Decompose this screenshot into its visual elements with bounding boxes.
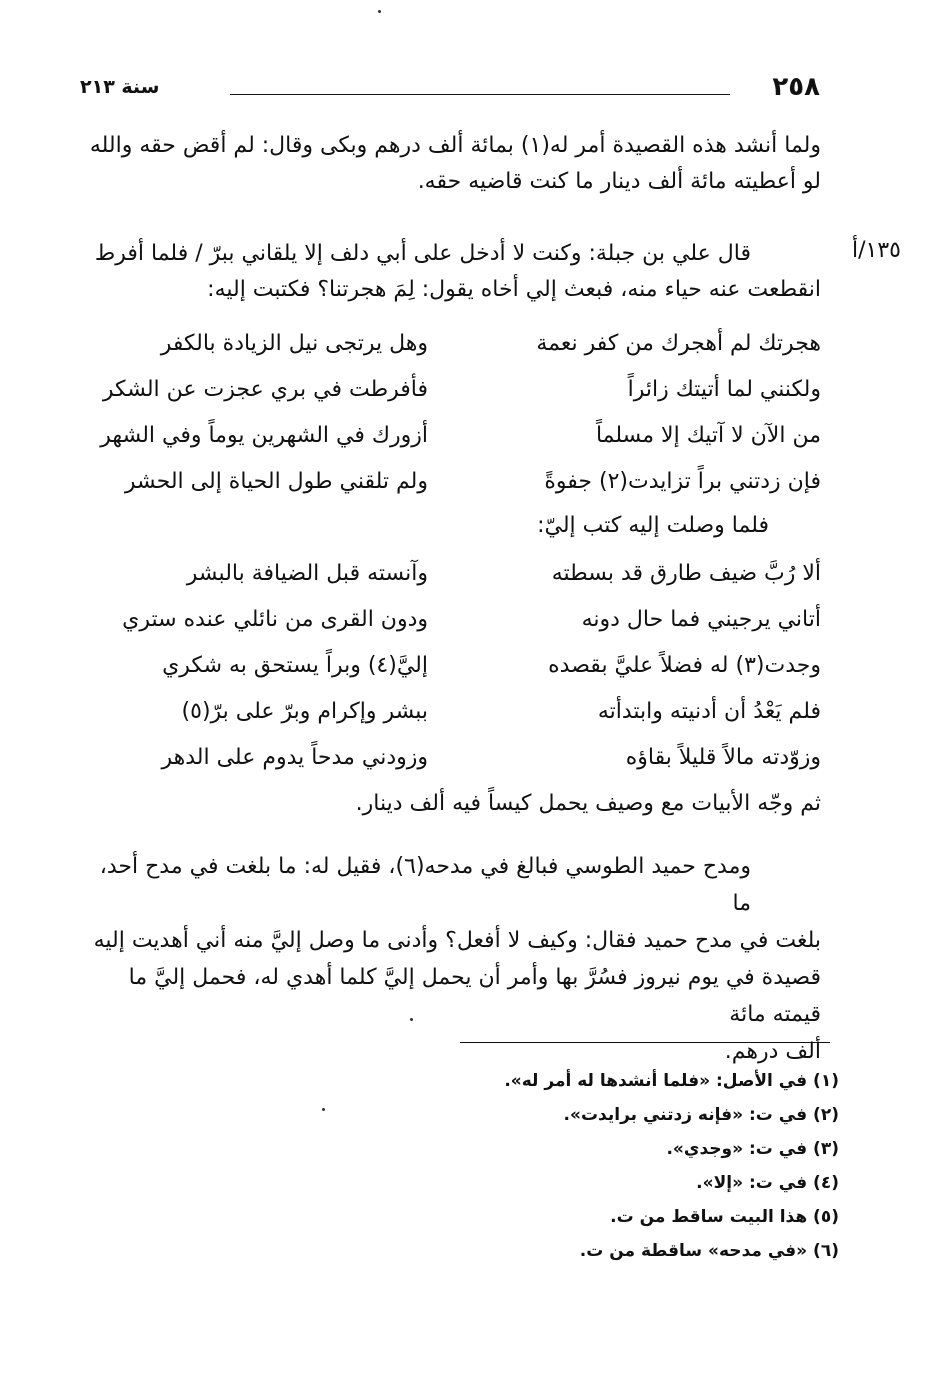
verse-hemistich-right: هجرتك لم أهجرك من كفر نعمة <box>536 331 821 356</box>
paragraph-1 <box>81 128 821 200</box>
paragraph-1-line-1: ولما أنشد هذه القصيدة أمر له(١) بمائة ألف درهم وبكى وقال: لم أقض حقه والله <box>89 133 821 158</box>
footnote: (٥) هذا البيت ساقط من ت. <box>610 1207 839 1227</box>
verse-hemistich-right: وجدت(٣) له فضلاً عليَّ بقصده <box>548 653 821 678</box>
verse-hemistich-right: من الآن لا آتيك إلا مسلماً <box>595 423 821 448</box>
after-poem-line: ثم وجّه الأبيات مع وصيف يحمل كيساً فيه ألف دينار. <box>355 791 821 816</box>
footnote: (١) في الأصل: «فلما أنشدها له أمر له». <box>504 1071 839 1091</box>
page-header <box>80 72 820 108</box>
verse-hemistich-left: ببشر وإكرام وبرّ على برّ(٥) <box>181 699 428 724</box>
paragraph-3-line-1: ومدح حميد الطوسي فبالغ في مدحه(٦)، فقيل له: ما بلغت في مدح أحد، ما <box>99 854 751 916</box>
verse-hemistich-right: ألا رُبَّ ضيف طارق قد بسطته <box>551 561 821 586</box>
verse-hemistich-right: وزوّدته مالاً قليلاً بقاؤه <box>625 745 821 770</box>
verse-hemistich-left: وهل يرتجى نيل الزيادة بالكفر <box>160 331 428 356</box>
verse-hemistich-left: ولم تلقني طول الحياة إلى الحشر <box>124 469 428 494</box>
verse-hemistich-left: ودون القرى من نائلي عنده ستري <box>122 607 428 632</box>
paragraph-2-line-1: قال علي بن جبلة: وكنت لا أدخل على أبي دلف إلا يلقاني ببرّ / فلما أفرط <box>94 241 751 266</box>
verse-hemistich-right: فلم يَعْدُ أن أدنيته وابتدأته <box>597 699 821 724</box>
paragraph-3-line-3: قصيدة في يوم نيروز فسُرَّ بها وأمر أن يحمل إليَّ كلما أهدي له، فحمل إليَّ ما قيمته مائة <box>128 965 821 1027</box>
margin-folio-marker: ١٣٥/أ <box>852 238 901 263</box>
paragraph-2-line-2: انقطعت عنه حياء منه، فبعث إلي أخاه يقول: لِمَ هجرتنا؟ فكتبت إليه: <box>207 277 821 302</box>
paragraph-3-line-4: ألف درهم. <box>724 1039 821 1064</box>
footnote-separator <box>460 1042 830 1043</box>
verse-hemistich-left: فأفرطت في بري عجزت عن الشكر <box>102 377 428 402</box>
scan-speck <box>410 1018 413 1021</box>
reply-intro: فلما وصلت إليه كتب إليّ: <box>537 513 769 538</box>
footnote: (٢) في ت: «فإنه زدتني برايدت». <box>563 1105 839 1125</box>
footnote: (٦) «في مدحه» ساقطة من ت. <box>579 1241 839 1261</box>
scan-speck <box>322 1108 325 1111</box>
verse-hemistich-left: أزورك في الشهرين يوماً وفي الشهر <box>100 423 428 448</box>
year-label: سنة ٢١٣ <box>80 76 160 98</box>
footnote: (٣) في ت: «وجدي». <box>666 1139 839 1159</box>
page-number: ٢٥٨ <box>772 72 820 102</box>
verse-hemistich-right: فإن زدتني براً تزايدت(٢) جفوةً <box>544 469 821 494</box>
verse-hemistich-right: أتاني يرجيني فما حال دونه <box>581 607 821 632</box>
paragraph-1-line-2: لو أعطيته مائة ألف دينار ما كنت قاضيه حقه. <box>417 169 821 194</box>
verse-hemistich-right: ولكنني لما أتيتك زائراً <box>627 377 821 402</box>
paragraph-2 <box>81 236 821 308</box>
paragraph-3-line-2: بلغت في مدح حميد فقال: وكيف لا أفعل؟ وأدنى ما وصل إليَّ منه أني أهديت إليه <box>93 928 821 953</box>
verse-hemistich-left: وزودني مدحاً يدوم على الدهر <box>161 745 428 770</box>
header-rule <box>230 94 730 95</box>
verse-hemistich-left: إليَّ(٤) وبراً يستحق به شكري <box>162 653 428 678</box>
scan-speck <box>378 10 381 13</box>
footnote: (٤) في ت: «إلا». <box>696 1173 839 1193</box>
paragraph-3 <box>81 848 821 1070</box>
verse-hemistich-left: وآنسته قبل الضيافة بالبشر <box>186 561 428 586</box>
